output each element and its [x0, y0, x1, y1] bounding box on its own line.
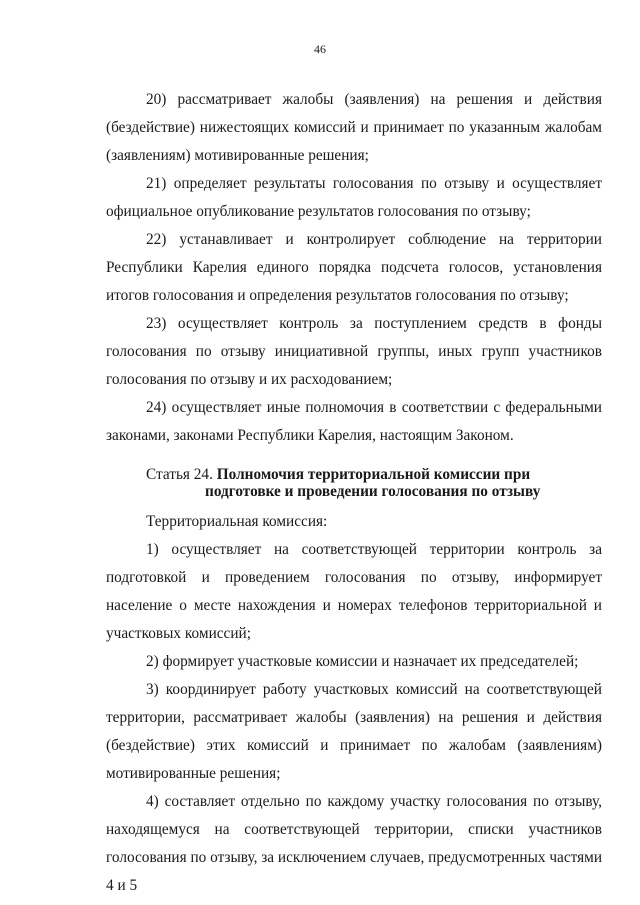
list-item-3: 3) координирует работу участковых комиссий на соответствующей территории, рассматривает жалобы (заявления) на решения и действия (бездействие) этих комиссий и принимает по жалобам (заявлениям) мотивированные решения; [106, 681, 602, 782]
article-intro: Территориальная комиссия: [146, 513, 328, 530]
list-item-1: 1) осуществляет на соответствующей территории контроль за подготовкой и проведением голосования по отзыву, информирует население о месте нахождения и номерах телефонов территориальной и участковых комиссий; [106, 541, 602, 642]
list-item-21: 21) определяет результаты голосования по отзыву и осуществляет официальное опубликование результатов голосования по отзыву; [106, 175, 602, 220]
list-item-24: 24) осуществляет иные полномочия в соответствии с федеральными законами, законами Республики Карелия, настоящим Законом. [106, 399, 602, 444]
page-number: 46 [314, 42, 326, 56]
list-item-20: 20) рассматривает жалобы (заявления) на решения и действия (бездействие) нижестоящих комиссий и принимает по указанным жалобам (заявлениям) мотивированные решения; [106, 91, 602, 164]
document-body [106, 86, 602, 900]
article-number: Статья 24. [146, 466, 217, 483]
list-item-2: 2) формирует участковые комиссии и назначает их председателей; [146, 653, 579, 670]
article-title-line-1: Полномочия территориальной комиссии при [216, 466, 531, 483]
list-item-23: 23) осуществляет контроль за поступлением средств в фонды голосования по отзыву инициативной группы, иных групп участников голосования по отзыву и их расходованием; [106, 315, 602, 388]
article-title-line-2: подготовке и проведении голосования по отзыву [205, 483, 541, 500]
list-item-4: 4) составляет отдельно по каждому участку голосования по отзыву, находящемуся на соответствующей территории, списки участников голосования по отзыву, за исключением случаев, предусмотренных частями 4 и 5 [106, 793, 603, 894]
article-body [106, 508, 602, 900]
list-item-22: 22) устанавливает и контролирует соблюдение на территории Республики Карелия единого порядка подсчета голосов, установления итогов голосования и определения результатов голосования по отзыву; [106, 231, 602, 304]
article-heading [106, 466, 602, 500]
